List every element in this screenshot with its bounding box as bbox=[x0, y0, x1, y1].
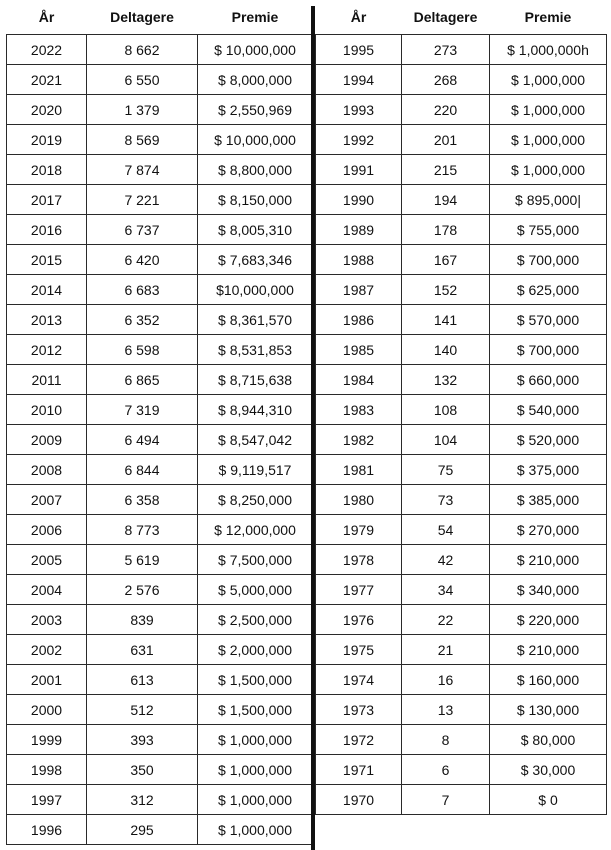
year-cell: 1974 bbox=[316, 665, 402, 695]
header-prize: Premie bbox=[524, 9, 572, 25]
participants-cell: 215 bbox=[402, 155, 490, 185]
prize-cell: $ 8,800,000 bbox=[198, 155, 313, 185]
participants-cell: 220 bbox=[402, 95, 490, 125]
participants-cell: 21 bbox=[402, 635, 490, 665]
header-row bbox=[316, 0, 607, 35]
table-row bbox=[7, 185, 313, 215]
prize-cell: $ 2,500,000 bbox=[198, 605, 313, 635]
year-cell: 1990 bbox=[316, 185, 402, 215]
year-cell: 2006 bbox=[7, 515, 87, 545]
prize-cell: $ 5,000,000 bbox=[198, 575, 313, 605]
participants-cell: 1 379 bbox=[87, 95, 198, 125]
prize-cell: $ 1,000,000 bbox=[490, 65, 607, 95]
table-row bbox=[7, 35, 313, 65]
year-cell: 2008 bbox=[7, 455, 87, 485]
table-row bbox=[316, 305, 607, 335]
participants-cell: 22 bbox=[402, 605, 490, 635]
year-cell: 2013 bbox=[7, 305, 87, 335]
prize-cell: $ 210,000 bbox=[490, 545, 607, 575]
header-prize: Premie bbox=[231, 9, 279, 25]
prize-cell: $ 8,547,042 bbox=[198, 425, 313, 455]
participants-cell: 201 bbox=[402, 125, 490, 155]
prize-cell: $ 1,000,000h bbox=[490, 35, 607, 65]
table-row bbox=[316, 455, 607, 485]
participants-cell: 54 bbox=[402, 515, 490, 545]
year-cell: 2021 bbox=[7, 65, 87, 95]
prize-cell: $ 540,000 bbox=[490, 395, 607, 425]
prize-cell: $ 10,000,000 bbox=[198, 35, 313, 65]
year-cell: 1983 bbox=[316, 395, 402, 425]
prize-cell: $ 385,000 bbox=[490, 485, 607, 515]
year-cell: 1994 bbox=[316, 65, 402, 95]
right-table bbox=[315, 0, 607, 815]
participants-cell: 512 bbox=[87, 695, 198, 725]
left-table-body bbox=[7, 35, 313, 845]
year-cell: 1973 bbox=[316, 695, 402, 725]
prize-cell: $ 340,000 bbox=[490, 575, 607, 605]
year-cell: 1996 bbox=[7, 815, 87, 845]
participants-cell: 132 bbox=[402, 365, 490, 395]
year-cell: 1998 bbox=[7, 755, 87, 785]
participants-cell: 16 bbox=[402, 665, 490, 695]
participants-cell: 631 bbox=[87, 635, 198, 665]
table-row bbox=[316, 545, 607, 575]
year-cell: 2017 bbox=[7, 185, 87, 215]
year-cell: 1984 bbox=[316, 365, 402, 395]
participants-cell: 7 bbox=[402, 785, 490, 815]
prize-cell: $ 570,000 bbox=[490, 305, 607, 335]
table-row bbox=[7, 515, 313, 545]
year-cell: 1985 bbox=[316, 335, 402, 365]
year-cell: 2009 bbox=[7, 425, 87, 455]
prize-cell: $ 12,000,000 bbox=[198, 515, 313, 545]
participants-cell: 8 569 bbox=[87, 125, 198, 155]
table-row bbox=[7, 485, 313, 515]
year-cell: 2019 bbox=[7, 125, 87, 155]
prize-cell: $ 9,119,517 bbox=[198, 455, 313, 485]
table-row bbox=[316, 365, 607, 395]
left-table bbox=[6, 0, 313, 845]
prize-cell: $ 1,000,000 bbox=[490, 95, 607, 125]
year-cell: 1992 bbox=[316, 125, 402, 155]
prize-cell: $ 2,550,969 bbox=[198, 95, 313, 125]
participants-cell: 141 bbox=[402, 305, 490, 335]
table-row bbox=[7, 665, 313, 695]
prize-cell: $ 1,000,000 bbox=[198, 815, 313, 845]
year-cell: 1986 bbox=[316, 305, 402, 335]
participants-cell: 7 319 bbox=[87, 395, 198, 425]
year-cell: 2005 bbox=[7, 545, 87, 575]
participants-cell: 6 bbox=[402, 755, 490, 785]
year-cell: 2020 bbox=[7, 95, 87, 125]
prize-cell: $ 1,000,000 bbox=[198, 755, 313, 785]
prize-cell: $ 8,005,310 bbox=[198, 215, 313, 245]
year-cell: 1978 bbox=[316, 545, 402, 575]
header-year: År bbox=[350, 9, 367, 25]
year-cell: 2012 bbox=[7, 335, 87, 365]
table-row bbox=[316, 185, 607, 215]
year-cell: 1995 bbox=[316, 35, 402, 65]
table-row bbox=[7, 575, 313, 605]
participants-cell: 6 844 bbox=[87, 455, 198, 485]
year-cell: 2002 bbox=[7, 635, 87, 665]
table-row bbox=[7, 605, 313, 635]
table-row bbox=[316, 515, 607, 545]
participants-cell: 7 874 bbox=[87, 155, 198, 185]
table-row bbox=[7, 365, 313, 395]
participants-cell: 295 bbox=[87, 815, 198, 845]
participants-cell: 613 bbox=[87, 665, 198, 695]
participants-cell: 75 bbox=[402, 455, 490, 485]
year-cell: 2022 bbox=[7, 35, 87, 65]
participants-cell: 6 420 bbox=[87, 245, 198, 275]
table-row bbox=[316, 215, 607, 245]
participants-cell: 194 bbox=[402, 185, 490, 215]
table-row bbox=[316, 785, 607, 815]
table-row bbox=[316, 485, 607, 515]
participants-cell: 6 737 bbox=[87, 215, 198, 245]
participants-cell: 167 bbox=[402, 245, 490, 275]
table-row bbox=[7, 425, 313, 455]
prize-cell: $ 7,500,000 bbox=[198, 545, 313, 575]
participants-cell: 6 598 bbox=[87, 335, 198, 365]
year-cell: 1989 bbox=[316, 215, 402, 245]
table-row bbox=[316, 605, 607, 635]
participants-cell: 104 bbox=[402, 425, 490, 455]
table-row bbox=[7, 455, 313, 485]
prize-cell: $ 2,000,000 bbox=[198, 635, 313, 665]
year-cell: 1970 bbox=[316, 785, 402, 815]
header-year: År bbox=[38, 9, 55, 25]
year-cell: 2018 bbox=[7, 155, 87, 185]
table-row bbox=[7, 725, 313, 755]
participants-cell: 178 bbox=[402, 215, 490, 245]
table-row bbox=[7, 275, 313, 305]
prize-cell: $ 1,500,000 bbox=[198, 665, 313, 695]
table-row bbox=[316, 725, 607, 755]
table-row bbox=[7, 305, 313, 335]
prize-cell: $ 130,000 bbox=[490, 695, 607, 725]
prize-cell: $ 80,000 bbox=[490, 725, 607, 755]
year-cell: 1981 bbox=[316, 455, 402, 485]
prize-cell: $ 520,000 bbox=[490, 425, 607, 455]
prize-cell: $ 625,000 bbox=[490, 275, 607, 305]
year-cell: 1988 bbox=[316, 245, 402, 275]
participants-cell: 34 bbox=[402, 575, 490, 605]
participants-cell: 5 619 bbox=[87, 545, 198, 575]
prize-cell: $ 1,000,000 bbox=[198, 725, 313, 755]
year-cell: 2011 bbox=[7, 365, 87, 395]
table-row bbox=[7, 95, 313, 125]
year-cell: 2001 bbox=[7, 665, 87, 695]
year-cell: 2015 bbox=[7, 245, 87, 275]
participants-cell: 393 bbox=[87, 725, 198, 755]
year-cell: 2014 bbox=[7, 275, 87, 305]
participants-cell: 108 bbox=[402, 395, 490, 425]
table-row bbox=[7, 155, 313, 185]
header-participants: Deltagere bbox=[413, 9, 478, 25]
year-cell: 1993 bbox=[316, 95, 402, 125]
participants-cell: 13 bbox=[402, 695, 490, 725]
table-row bbox=[7, 545, 313, 575]
participants-cell: 6 865 bbox=[87, 365, 198, 395]
year-cell: 2010 bbox=[7, 395, 87, 425]
prize-cell: $ 895,000| bbox=[490, 185, 607, 215]
year-cell: 1979 bbox=[316, 515, 402, 545]
prize-cell: $ 660,000 bbox=[490, 365, 607, 395]
table-row bbox=[316, 665, 607, 695]
prize-cell: $ 700,000 bbox=[490, 335, 607, 365]
participants-cell: 268 bbox=[402, 65, 490, 95]
prize-cell: $ 1,000,000 bbox=[490, 155, 607, 185]
year-cell: 1975 bbox=[316, 635, 402, 665]
table-row bbox=[7, 65, 313, 95]
participants-cell: 42 bbox=[402, 545, 490, 575]
table-row bbox=[316, 395, 607, 425]
participants-cell: 6 494 bbox=[87, 425, 198, 455]
prize-cell: $ 270,000 bbox=[490, 515, 607, 545]
participants-cell: 273 bbox=[402, 35, 490, 65]
table-row bbox=[316, 155, 607, 185]
header-participants: Deltagere bbox=[110, 9, 174, 25]
prize-cell: $10,000,000 bbox=[198, 275, 313, 305]
year-cell: 2007 bbox=[7, 485, 87, 515]
participants-cell: 350 bbox=[87, 755, 198, 785]
prize-cell: $ 210,000 bbox=[490, 635, 607, 665]
participants-cell: 8 662 bbox=[87, 35, 198, 65]
participants-cell: 152 bbox=[402, 275, 490, 305]
table-row bbox=[316, 275, 607, 305]
table-row bbox=[316, 425, 607, 455]
table-row bbox=[7, 245, 313, 275]
table-row bbox=[7, 695, 313, 725]
year-cell: 1971 bbox=[316, 755, 402, 785]
table-row bbox=[316, 635, 607, 665]
participants-cell: 312 bbox=[87, 785, 198, 815]
prize-cell: $ 8,531,853 bbox=[198, 335, 313, 365]
prize-cell: $ 8,361,570 bbox=[198, 305, 313, 335]
participants-cell: 140 bbox=[402, 335, 490, 365]
year-cell: 1991 bbox=[316, 155, 402, 185]
table-row bbox=[7, 755, 313, 785]
prize-cell: $ 30,000 bbox=[490, 755, 607, 785]
prize-cell: $ 160,000 bbox=[490, 665, 607, 695]
header-row bbox=[7, 0, 313, 35]
year-cell: 2004 bbox=[7, 575, 87, 605]
prize-cell: $ 8,944,310 bbox=[198, 395, 313, 425]
prize-cell: $ 8,150,000 bbox=[198, 185, 313, 215]
participants-cell: 6 358 bbox=[87, 485, 198, 515]
prize-cell: $ 0 bbox=[490, 785, 607, 815]
prize-cell: $ 1,000,000 bbox=[490, 125, 607, 155]
year-cell: 1977 bbox=[316, 575, 402, 605]
year-cell: 2003 bbox=[7, 605, 87, 635]
year-cell: 2016 bbox=[7, 215, 87, 245]
participants-cell: 8 773 bbox=[87, 515, 198, 545]
participants-cell: 6 550 bbox=[87, 65, 198, 95]
table-row bbox=[316, 695, 607, 725]
year-cell: 1976 bbox=[316, 605, 402, 635]
prize-cell: $ 8,250,000 bbox=[198, 485, 313, 515]
participants-cell: 73 bbox=[402, 485, 490, 515]
year-cell: 2000 bbox=[7, 695, 87, 725]
participants-cell: 839 bbox=[87, 605, 198, 635]
year-cell: 1982 bbox=[316, 425, 402, 455]
prize-cell: $ 700,000 bbox=[490, 245, 607, 275]
table-row bbox=[7, 785, 313, 815]
table-row bbox=[316, 35, 607, 65]
participants-cell: 6 352 bbox=[87, 305, 198, 335]
table-row bbox=[7, 125, 313, 155]
table-row bbox=[7, 815, 313, 845]
prize-cell: $ 10,000,000 bbox=[198, 125, 313, 155]
participants-cell: 6 683 bbox=[87, 275, 198, 305]
year-cell: 1997 bbox=[7, 785, 87, 815]
prize-cell: $ 1,000,000 bbox=[198, 785, 313, 815]
table-row bbox=[316, 65, 607, 95]
prize-cell: $ 8,000,000 bbox=[198, 65, 313, 95]
year-cell: 1972 bbox=[316, 725, 402, 755]
table-row bbox=[316, 125, 607, 155]
prize-cell: $ 1,500,000 bbox=[198, 695, 313, 725]
table-row bbox=[316, 575, 607, 605]
prize-cell: $ 8,715,638 bbox=[198, 365, 313, 395]
table-row bbox=[7, 395, 313, 425]
participants-cell: 7 221 bbox=[87, 185, 198, 215]
prize-cell: $ 7,683,346 bbox=[198, 245, 313, 275]
table-row bbox=[7, 335, 313, 365]
year-cell: 1987 bbox=[316, 275, 402, 305]
year-cell: 1980 bbox=[316, 485, 402, 515]
right-table-body bbox=[316, 35, 607, 815]
table-row bbox=[316, 755, 607, 785]
prize-cell: $ 755,000 bbox=[490, 215, 607, 245]
prize-cell: $ 220,000 bbox=[490, 605, 607, 635]
table-row bbox=[7, 635, 313, 665]
participants-cell: 8 bbox=[402, 725, 490, 755]
table-row bbox=[316, 245, 607, 275]
table-row bbox=[316, 95, 607, 125]
table-row bbox=[7, 215, 313, 245]
prize-cell: $ 375,000 bbox=[490, 455, 607, 485]
table-row bbox=[316, 335, 607, 365]
participants-cell: 2 576 bbox=[87, 575, 198, 605]
year-cell: 1999 bbox=[7, 725, 87, 755]
